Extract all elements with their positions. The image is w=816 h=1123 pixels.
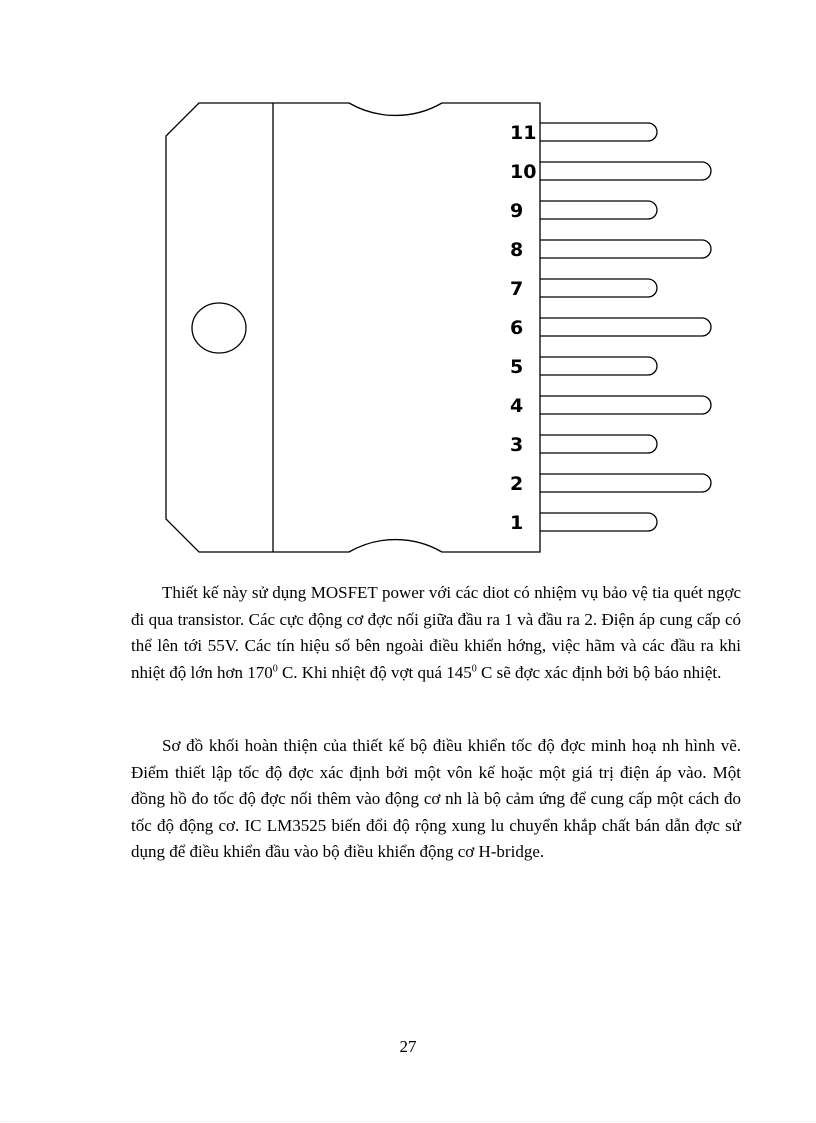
pin-label-2: 2 [510,473,524,495]
pin-lead-3 [540,435,657,453]
pin-label-10: 10 [510,161,537,183]
pin-lead-2 [540,474,711,492]
pin-label-4: 4 [510,395,524,417]
pin-lead-5 [540,357,657,375]
pin-label-1: 1 [510,512,524,534]
degree-superscript-2: 0 [471,662,477,674]
paragraph-1-text-c: C sẽ đợc xác định bởi bộ báo nhiệt. [476,662,722,682]
pin-label-9: 9 [510,200,524,222]
pin-lead-9 [540,201,657,219]
footer-rule [0,1121,816,1122]
paragraph-1-text-a: Thiết kế này sử dụng MOSFET power với các diot có nhiệm vụ bảo vệ tia quét ngợc đi qua transistor. Các cực động cơ đợc nối giữa đầu ra 1 và đầu ra 2. Điện áp cung cấp có thể lên tới 55V. Các tín hiệu số bên ngoài điều khiển hớng, việc hãm và các đầu ra khi nhiệt độ lớn hơn 170 [131,583,741,682]
pin-label-6: 6 [510,317,524,339]
pin-lead-7 [540,279,657,297]
pin-label-5: 5 [510,356,524,378]
pin-label-7: 7 [510,278,524,300]
pin-lead-1 [540,513,657,531]
paragraph-1 [131,580,741,686]
mounting-hole [192,303,246,353]
pin-label-8: 8 [510,239,524,261]
pin-lead-10 [540,162,711,180]
paragraph-1-text-b: C. Khi nhiệt độ vợt quá 145 [277,662,472,682]
pin-label-11: 11 [510,122,537,144]
pin-lead-8 [540,240,711,258]
pin-label-3: 3 [510,434,524,456]
package-body-outline [166,103,540,552]
pin-lead-6 [540,318,711,336]
pin-lead-4 [540,396,711,414]
degree-superscript-1: 0 [272,662,278,674]
paragraph-2-text: Sơ đồ khối hoàn thiện của thiết kế bộ điều khiển tốc độ đợc minh hoạ nh hình vẽ. Điểm thiết lập tốc độ đợc xác định bởi một vôn kế hoặc một giá trị điện áp vào. Một đồng hồ đo tốc độ đợc nối thêm vào động cơ nh là bộ cảm ứng để cung cấp một cách đo tốc độ động cơ. IC LM3525 biến đổi độ rộng xung lu chuyển khắp chất bán dẫn đợc sử dụng để điều khiển đầu vào bộ điều khiển động cơ H-bridge. [131,736,741,861]
page-number: 27 [399,1037,417,1056]
pin-lead-11 [540,123,657,141]
paragraph-2 [131,733,741,866]
